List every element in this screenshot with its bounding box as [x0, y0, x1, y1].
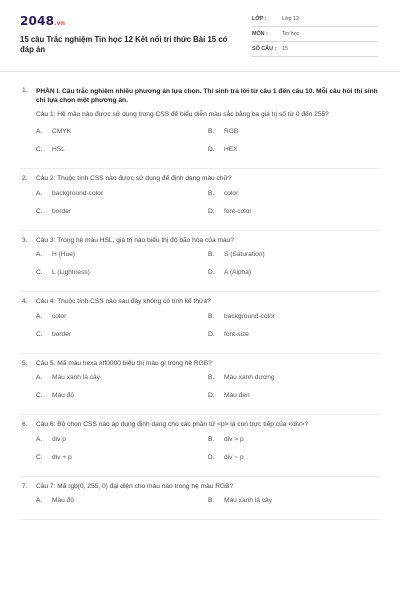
option-text: color	[224, 189, 239, 197]
option-letter: D.	[208, 330, 215, 338]
answer-option[interactable]	[36, 392, 208, 410]
option-letter: B.	[208, 374, 215, 382]
option-letter: C.	[36, 145, 43, 153]
meta-label: SỐ CÂU :	[252, 46, 277, 53]
option-letter: A.	[36, 189, 43, 197]
option-text: font-color	[224, 207, 252, 215]
question-number: 5.	[22, 359, 28, 367]
answer-option[interactable]	[208, 497, 380, 515]
option-text: H (Hue)	[52, 251, 76, 259]
question-item	[20, 415, 380, 477]
option-letter: C.	[36, 330, 43, 338]
option-text: Màu đỏ	[52, 392, 74, 400]
meta-row-count	[252, 44, 378, 57]
answer-option[interactable]	[208, 374, 380, 392]
option-text: Màu đỏ	[52, 497, 74, 505]
option-letter: C.	[36, 392, 43, 400]
answer-option[interactable]	[36, 269, 208, 287]
answer-options	[36, 307, 380, 353]
option-text: background-color	[224, 312, 275, 320]
option-text: L (Lightness)	[52, 269, 90, 277]
option-text: border	[52, 330, 72, 338]
question-item	[20, 169, 380, 231]
option-text: CMYK	[52, 127, 72, 135]
page-title: 15 câu Trắc nghiệm Tin học 12 Kết nối tri thức Bài 15 có đáp án	[20, 34, 228, 55]
answer-option[interactable]	[36, 313, 208, 331]
answer-option[interactable]	[36, 190, 208, 208]
option-letter: B.	[208, 127, 215, 135]
option-text: Màu xanh lá cây	[52, 374, 101, 382]
meta-value: 15	[282, 46, 288, 53]
answer-option[interactable]	[208, 313, 380, 331]
option-letter: A.	[36, 497, 43, 505]
question-text: Câu 7: Mã rgb(0, 255, 0) đại diện cho màu nào trong hệ màu RGB?	[36, 482, 234, 490]
option-letter: A.	[36, 312, 43, 320]
option-letter: D.	[208, 269, 215, 277]
question-number: 3.	[22, 236, 28, 244]
question-text: Câu 3: Trong hệ màu HSL, giá trị nào biểu thị độ bão hòa của màu?	[36, 236, 234, 244]
question-item	[20, 81, 380, 169]
answer-options	[36, 184, 380, 230]
option-text: div > p	[224, 435, 244, 443]
option-text: div + p	[52, 453, 72, 461]
answer-option[interactable]	[208, 392, 380, 410]
answer-options	[36, 368, 380, 414]
question-item	[20, 231, 380, 293]
answer-option[interactable]	[208, 331, 380, 349]
option-letter: D.	[208, 207, 215, 215]
answer-option[interactable]	[36, 251, 208, 269]
question-item	[20, 477, 380, 521]
option-text: A (Alpha)	[224, 269, 252, 277]
option-text: font-size	[224, 330, 249, 338]
answer-option[interactable]	[208, 146, 380, 164]
option-text: div ~ p	[224, 453, 244, 461]
option-letter: C.	[36, 207, 43, 215]
answer-option[interactable]	[36, 497, 208, 515]
meta-value: Lớp 12	[282, 16, 300, 23]
question-number: 4.	[22, 298, 28, 306]
option-letter: D.	[208, 453, 215, 461]
option-text: HEX	[224, 145, 238, 153]
option-letter: A.	[36, 435, 43, 443]
option-letter: B.	[208, 312, 215, 320]
question-text: Câu 5: Mã màu hexa #ff0000 biểu thị màu gì trong hệ RGB?	[36, 359, 212, 367]
question-list	[0, 72, 400, 520]
answer-option[interactable]	[36, 436, 208, 454]
logo-suffix: .vn	[54, 20, 66, 27]
question-text: Câu 1: Hệ màu nào được sử dụng trong CSS để biểu diễn màu sắc bằng ba giá trị số từ 0 đến 255?	[36, 111, 329, 119]
option-letter: B.	[208, 497, 215, 505]
answer-options	[36, 120, 380, 168]
answer-option[interactable]	[208, 190, 380, 208]
option-letter: B.	[208, 251, 215, 259]
page-header	[0, 0, 400, 72]
question-number: 1.	[22, 87, 28, 94]
option-letter: C.	[36, 453, 43, 461]
section-instruction: PHẦN I. Câu trắc nghiệm nhiều phương án lựa chọn. Thí sinh trả lời từ câu 1 đến câu 10. Mỗi câu hỏi thí sinh chỉ lựa chọn một phương án.	[36, 88, 378, 105]
answer-options	[36, 491, 380, 519]
meta-row-grade	[252, 14, 378, 27]
option-letter: D.	[208, 145, 215, 153]
answer-option[interactable]	[208, 269, 380, 287]
answer-option[interactable]	[208, 436, 380, 454]
question-text: Câu 4: Thuộc tính CSS nào sau đây không có tính kế thừa?	[36, 298, 211, 306]
meta-value: Tin học	[282, 31, 300, 38]
option-text: RGB	[224, 127, 239, 135]
option-text: color	[52, 312, 67, 320]
answer-options	[36, 430, 380, 476]
meta-label: LỚP :	[252, 16, 267, 23]
answer-option[interactable]	[36, 454, 208, 472]
option-text: HSL	[52, 145, 65, 153]
answer-option[interactable]	[36, 374, 208, 392]
option-text: div p	[52, 435, 66, 443]
meta-info	[252, 14, 378, 59]
option-text: background-color	[52, 189, 103, 197]
question-number: 2.	[22, 174, 28, 182]
question-item	[20, 354, 380, 416]
option-letter: A.	[36, 127, 43, 135]
answer-option[interactable]	[208, 208, 380, 226]
answer-option[interactable]	[36, 208, 208, 226]
option-letter: A.	[36, 374, 43, 382]
logo-text: 2048	[20, 14, 55, 28]
question-number: 7.	[22, 482, 28, 490]
answer-option[interactable]	[36, 331, 208, 349]
option-letter: D.	[208, 392, 215, 400]
answer-options	[36, 245, 380, 291]
option-letter: A.	[36, 251, 43, 259]
option-text: S (Saturation)	[224, 251, 265, 259]
answer-option[interactable]	[208, 128, 380, 146]
option-text: Màu xanh lá cây	[224, 497, 273, 505]
question-number: 6.	[22, 421, 28, 429]
answer-option[interactable]	[36, 146, 208, 164]
question-item	[20, 292, 380, 354]
option-letter: B.	[208, 189, 215, 197]
meta-label: MÔN :	[252, 31, 268, 38]
question-text: Câu 2: Thuộc tính CSS nào được sử dụng để định dạng màu chữ?	[36, 174, 232, 182]
answer-option[interactable]	[36, 128, 208, 146]
option-letter: C.	[36, 269, 43, 277]
option-text: border	[52, 207, 72, 215]
meta-row-subject	[252, 29, 378, 42]
answer-option[interactable]	[208, 251, 380, 269]
answer-option[interactable]	[208, 454, 380, 472]
option-letter: B.	[208, 435, 215, 443]
question-text: Câu 6: Bộ chọn CSS nào áp dụng định dạng cho các phần tử <p> là con trực tiếp của <div>?	[36, 421, 309, 429]
option-text: Màu xanh dương	[224, 374, 275, 382]
option-text: Màu đen	[224, 392, 250, 400]
